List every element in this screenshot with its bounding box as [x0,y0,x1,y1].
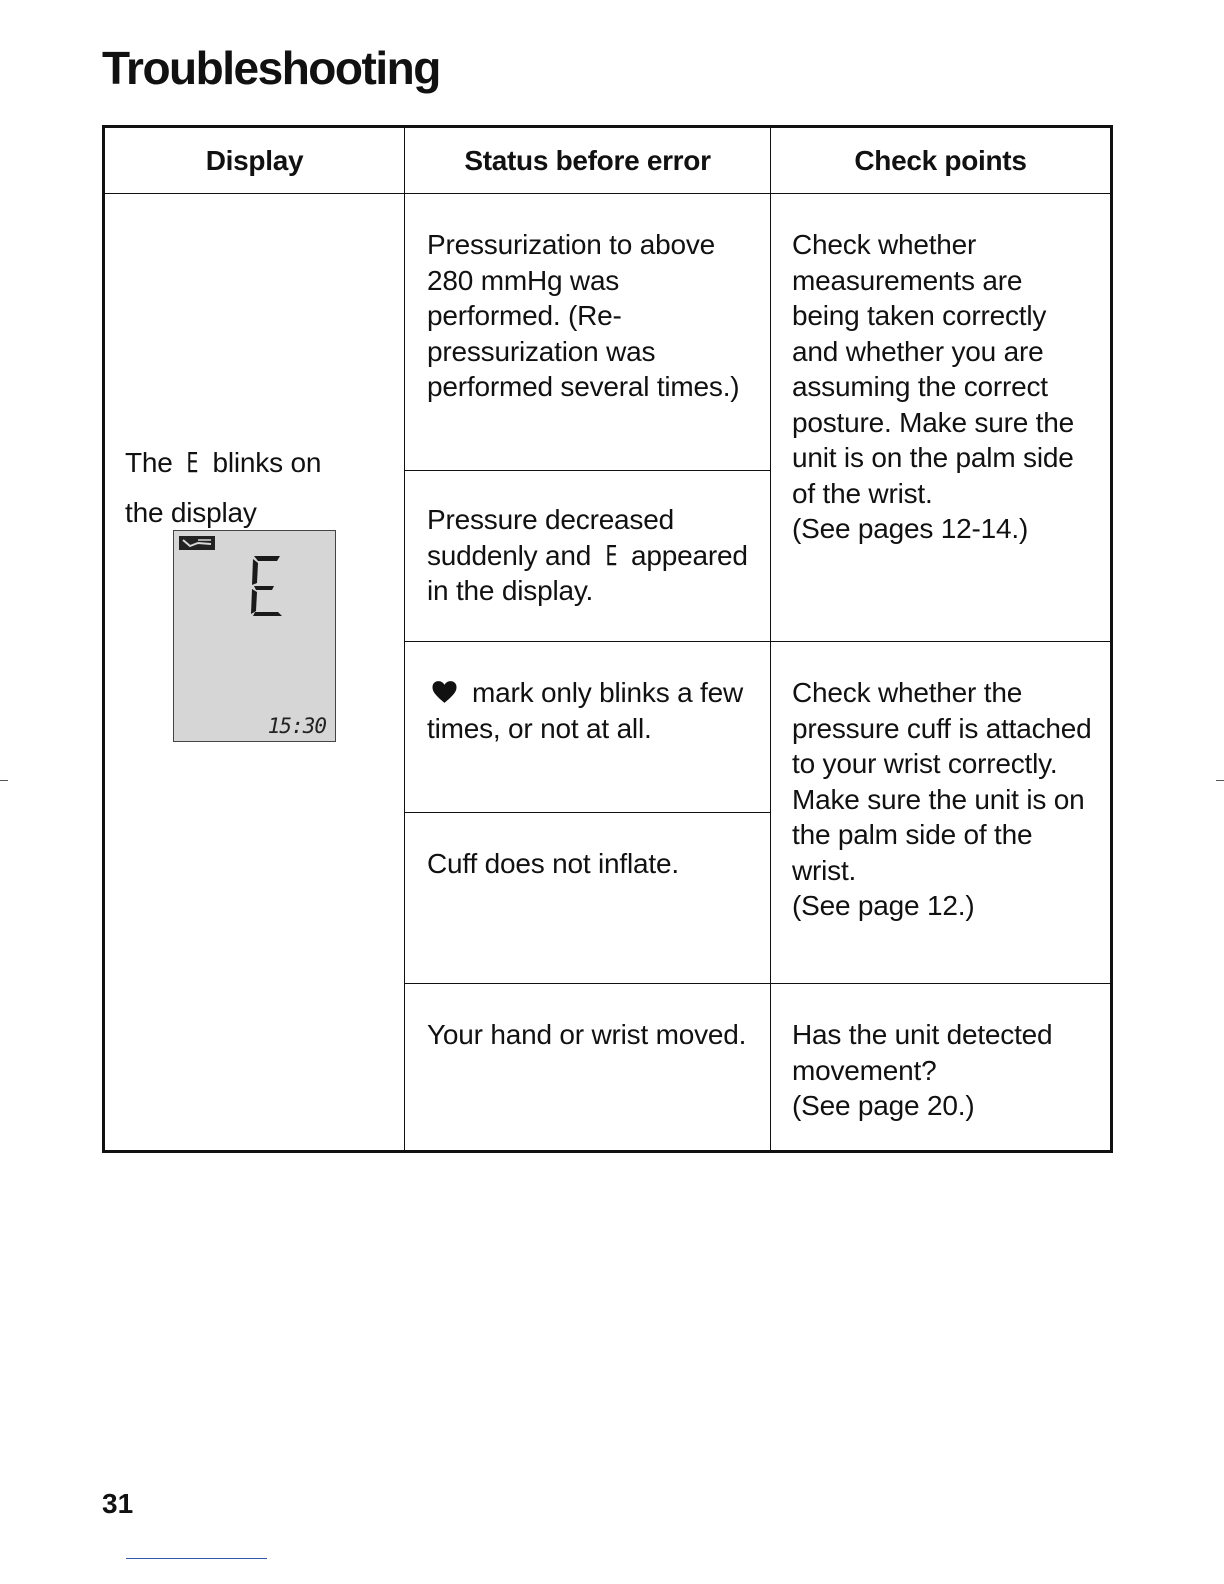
error-symbol: E [186,446,199,479]
status-cell: Your hand or wrist moved. [405,984,771,1152]
troubleshooting-table [102,125,1113,1153]
status-cell: mark only blinks a few times, or not at all. [405,642,771,813]
header-check-points: Check points [771,127,1112,194]
footer-rule [126,1558,267,1559]
table-row [104,194,1112,471]
status-cell: Cuff does not inflate. [405,813,771,984]
display-description: The E blinks on the display [125,438,321,538]
cuff-indicator-icon [178,535,216,551]
status-cell: Pressure decreased suddenly and E appeared in the display. [405,471,771,642]
crop-mark [1216,780,1224,781]
crop-mark [0,780,8,781]
display-cell [104,194,405,1152]
status-cell: Pressurization to above 280 mmHg was performed. (Re-pressurization was performed several times.) [405,194,771,471]
lcd-error-digit [250,553,286,619]
check-cell [771,984,1112,1152]
header-status: Status before error [405,127,771,194]
page-number: 31 [102,1488,134,1519]
check-points-group: Check whether the pressure cuff is attached to your wrist correctly. Make sure the unit is on the palm side of the wrist. (See page 12.) [792,677,1092,921]
page-title: Troubleshooting [102,42,440,94]
lcd-display-illustration [173,530,336,742]
error-symbol: E [605,538,618,572]
check-cell [771,194,1112,642]
heart-icon [431,680,458,704]
table-header-row [104,127,1112,194]
lcd-time: 15:30 [267,714,326,738]
check-points-group: Check whether measurements are being taken correctly and whether you are assuming the correct posture. Make sure the unit is on the palm side of the wrist. (See pages 12-14.) [792,229,1074,544]
header-display: Display [104,127,405,194]
check-cell [771,642,1112,984]
check-points-group: Has the unit detected movement? (See page 20.) [792,1019,1053,1121]
